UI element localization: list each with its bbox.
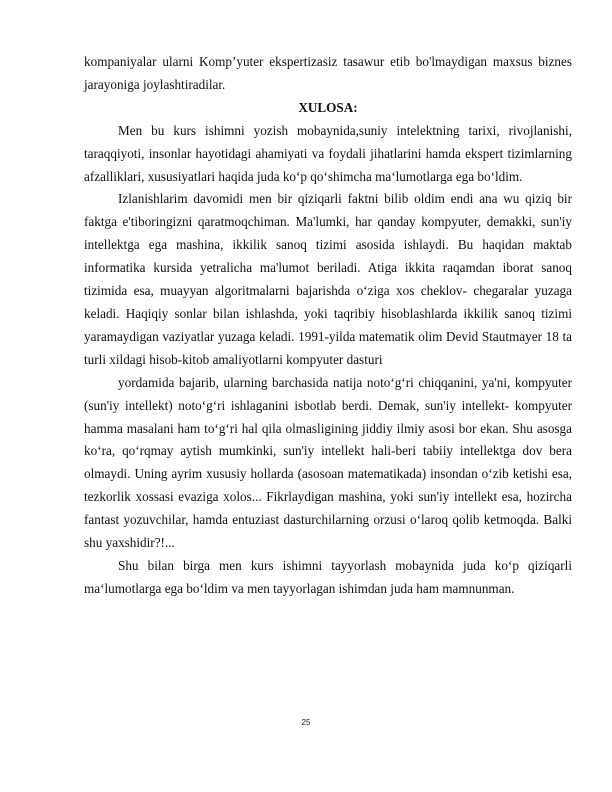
paragraph-closing: Shu bilan birga men kurs ishimni tayyorlash mobaynida juda ko‘p qiziqarli ma‘lumotlarga ega bo‘ldim va men tayyorlagan ishimdan juda ham mamnunman. xyxy=(84,557,572,596)
document-body xyxy=(84,51,572,601)
section-heading-xulosa: XULOSA: xyxy=(298,99,358,115)
paragraph-continuation: kompaniyalar ularni Komp’yuter ekspertizasiz tasawur etib bo'lmaydigan maxsus biznes jarayoniga joylashtiradilar. xyxy=(84,54,572,92)
paragraph-conclusion-intro: Men bu kurs ishimni yozish mobaynida,suniy intelektning tarixi, rivojlanishi, taraqqiyoti, insonlar hayotidagi ahamiyati va foydali jihatlarini hamda ekspert tizimlarning afzalliklari, xususiyatlari haqida juda ko‘p qo‘shimcha ma‘lumotlarga ega bo‘ldim. xyxy=(84,122,572,184)
paragraph-stautmayer-result: yordamida bajarib, ularning barchasida natija noto‘g‘ri chiqqanini, ya'ni, kompyuter (sun'iy intellekt) noto‘g‘ri ishlaganini isbotlab berdi. Demak, sun'iy intellekt- kompyuter hamma masalani ham to‘g‘ri hal qila olmasligining jiddiy ilmiy asosi bor ekan. Shu asosga ko‘ra, qo‘rqmay aytish mumkinki, sun'iy intellekt hali-beri tabiiy intellektga dov bera olmaydi. Uning ayrim xususiy hollarda (asosoan matematikada) insondan o‘zib ketishi esa, tezkorlik xossasi evaziga xolos... Fikrlaydigan mashina, yoki sun'iy intellekt esa, hozircha fantast yozuvchilar, hamda entuziast dasturchilarning orzusi o‘laroq qolib ketmoqda. Balki shu yaxshidir?!... xyxy=(84,374,572,551)
page-number: 25 xyxy=(301,718,311,727)
paragraph-interesting-fact: Izlanishlarim davomidi men bir qiziqarli faktni bilib oldim endi ana wu qiziq bir faktga e'tiboringizni qaratmoqchiman. Ma'lumki, har qanday kompyuter, demakki, sun'iy intellektga ega mashina, ikkilik sanoq tizimi asosida ishlaydi. Bu haqidan maktab informatika kursida yetralicha ma'lumot beriladi. Atiga ikkita raqamdan iborat sanoq tizimida esa, muayyan algoritmalarni bajarishda o‘ziga xos cheklov- chegaralar yuzaga keladi. Haqiqiy sonlar bilan ishlashda, yoki taqribiy hisoblashlarda ikkilik sanoq tizimi yaramaydigan vaziyatlar yuzaga keladi. 1991-yilda matematik olim Devid Stautmayer 18 ta turli xildagi hisob-kitob amaliyotlarni kompyuter dasturi xyxy=(84,191,572,367)
